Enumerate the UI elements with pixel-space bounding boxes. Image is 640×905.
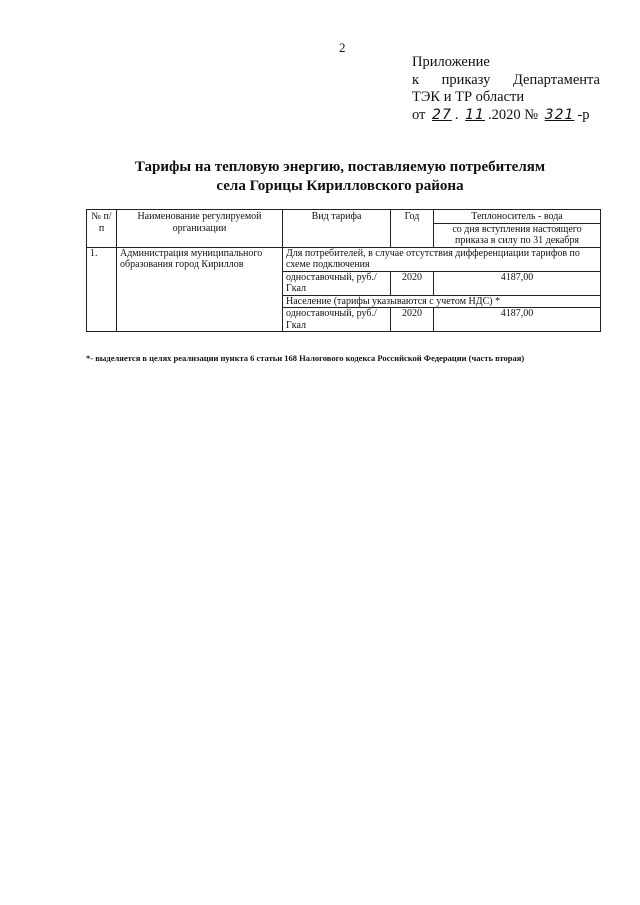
consumer-group-general: Для потребителей, в случае отсутствия дифференциации тарифов по схеме подключения xyxy=(283,247,601,271)
appendix-order-line xyxy=(412,72,600,90)
tariffs-table xyxy=(86,209,601,332)
handwritten-order-number: 321 xyxy=(544,106,575,123)
tariff-year: 2020 xyxy=(391,271,434,295)
order-suffix: -р xyxy=(577,106,590,123)
tariff-type: одноставочный, руб./Гкал xyxy=(283,271,391,295)
tariff-year: 2020 xyxy=(391,308,434,332)
title-line-2: села Горицы Кирилловского района xyxy=(216,178,464,194)
header-period: со дня вступления настоящего приказа в силу по 31 декабря xyxy=(434,223,601,247)
appendix-block xyxy=(412,54,600,124)
document-title xyxy=(60,158,620,196)
date-separator: . xyxy=(454,106,459,123)
date-prefix: от xyxy=(412,106,426,123)
table-row xyxy=(87,247,601,271)
page-number: 2 xyxy=(339,40,346,55)
row-number: 1. xyxy=(87,247,117,332)
header-row xyxy=(87,210,601,224)
appendix-date-line xyxy=(412,107,600,125)
handwritten-day: 27 xyxy=(432,106,452,123)
header-num: № п/п xyxy=(87,210,117,248)
appendix-word: Департамента xyxy=(512,71,600,88)
title-line-1: Тарифы на тепловую энергию, поставляемую потребителям xyxy=(134,159,546,175)
organization-name: Администрация муниципального образования город Кириллов xyxy=(117,247,283,332)
footnote: *- выделяется в целях реализации пункта 6 статьи 168 Налогового кодекса Российской Федерации (часть вторая) xyxy=(86,353,525,363)
header-year: Год xyxy=(391,210,434,248)
appendix-word: приказу xyxy=(441,71,491,88)
tariff-type: одноставочный, руб./Гкал xyxy=(283,308,391,332)
consumer-group-population: Население (тарифы указываются с учетом НДС) * xyxy=(283,295,601,308)
appendix-title: Приложение xyxy=(412,54,490,70)
header-heat-carrier: Теплоноситель - вода xyxy=(434,210,601,224)
header-organization: Наименование регулируемой организации xyxy=(117,210,283,248)
appendix-department: ТЭК и ТР области xyxy=(412,89,525,105)
handwritten-month: 11 xyxy=(465,106,485,123)
appendix-word: к xyxy=(412,71,420,88)
year-and-number-label: .2020 № xyxy=(487,106,539,123)
header-tariff-type: Вид тарифа xyxy=(283,210,391,248)
tariff-value: 4187,00 xyxy=(434,271,601,295)
tariff-value: 4187,00 xyxy=(434,308,601,332)
